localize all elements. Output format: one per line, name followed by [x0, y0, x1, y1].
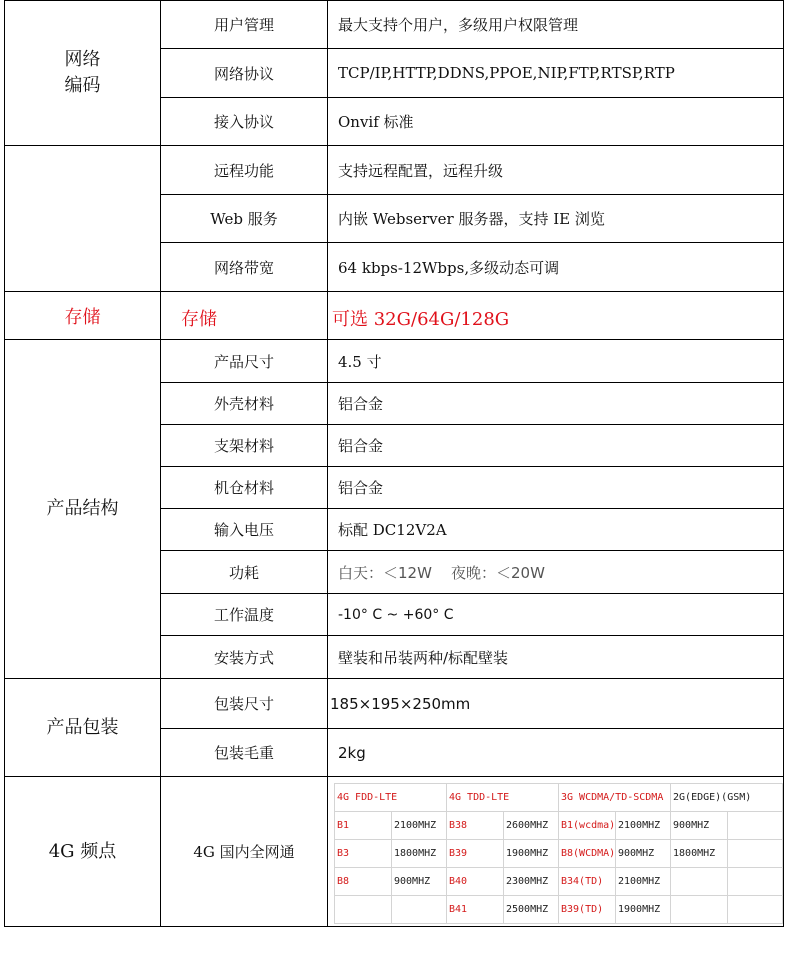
item-label: 工作温度 — [161, 594, 328, 636]
category-product-structure: 产品结构 — [5, 340, 161, 679]
band-empty — [671, 868, 728, 896]
band-frequency: 2500MHZ — [504, 896, 559, 924]
band-header: 3G WCDMA/TD-SCDMA — [559, 784, 671, 812]
band-row — [335, 868, 783, 896]
frequency-band-table — [334, 783, 783, 924]
table-row — [5, 1, 784, 49]
item-value: 2kg — [328, 729, 784, 777]
item-value: 4.5 寸 — [328, 340, 784, 383]
band-empty — [728, 896, 783, 924]
category-label-line-1: 网络 — [64, 49, 101, 70]
item-value: 标配 DC12V2A — [328, 509, 784, 551]
table-row — [5, 340, 784, 383]
item-label: 网络带宽 — [161, 243, 328, 292]
band-name: B41 — [447, 896, 504, 924]
band-name: B3 — [335, 840, 392, 868]
item-label: 4G 国内全网通 — [161, 777, 328, 927]
band-empty — [728, 868, 783, 896]
item-value: 壁装和吊装两种/标配壁装 — [328, 636, 784, 679]
item-label: 网络协议 — [161, 49, 328, 98]
band-frequency: 2600MHZ — [504, 812, 559, 840]
table-row-bands — [5, 777, 784, 927]
band-frequency: 900MHZ — [616, 840, 671, 868]
band-empty — [728, 812, 783, 840]
category-packaging: 产品包装 — [5, 679, 161, 777]
item-label: 产品尺寸 — [161, 340, 328, 383]
band-name: B34(TD) — [559, 868, 616, 896]
band-frequency: 2100MHZ — [392, 812, 447, 840]
band-frequency: 900MHZ — [671, 812, 728, 840]
band-frequency: 1900MHZ — [504, 840, 559, 868]
item-label: 支架材料 — [161, 425, 328, 467]
item-value: Onvif 标准 — [328, 98, 784, 146]
band-name: B8 — [335, 868, 392, 896]
table-row-storage — [5, 292, 784, 340]
band-frequency: 1800MHZ — [392, 840, 447, 868]
band-row — [335, 896, 783, 924]
band-frequency: 2100MHZ — [616, 868, 671, 896]
item-label: 安装方式 — [161, 636, 328, 679]
band-header: 2G(EDGE)(GSM) — [671, 784, 783, 812]
band-name: B38 — [447, 812, 504, 840]
spec-sheet — [4, 0, 783, 927]
band-name: B40 — [447, 868, 504, 896]
category-storage: 存储 — [5, 292, 161, 340]
band-name: B39(TD) — [559, 896, 616, 924]
band-name: B1 — [335, 812, 392, 840]
band-frequency: 1800MHZ — [671, 840, 728, 868]
item-value: 64 kbps-12Wbps,多级动态可调 — [328, 243, 784, 292]
band-frequency: 2100MHZ — [616, 812, 671, 840]
category-blank — [5, 146, 161, 292]
item-value: 支持远程配置，远程升级 — [328, 146, 784, 195]
category-4g-bands: 4G 频点 — [5, 777, 161, 927]
item-value: 内嵌 Webserver 服务器，支持 IE 浏览 — [328, 195, 784, 243]
item-value: 可选 32G/64G/128G — [328, 292, 784, 340]
item-label: 接入协议 — [161, 98, 328, 146]
item-label: 包装尺寸 — [161, 679, 328, 729]
item-label: 包装毛重 — [161, 729, 328, 777]
item-label: 存储 — [161, 292, 328, 340]
spec-table — [4, 0, 784, 927]
band-empty — [392, 896, 447, 924]
item-label: 机仓材料 — [161, 467, 328, 509]
band-header: 4G FDD-LTE — [335, 784, 447, 812]
band-row — [335, 812, 783, 840]
item-value: 最大支持个用户，多级用户权限管理 — [328, 1, 784, 49]
item-label: Web 服务 — [161, 195, 328, 243]
item-label: 远程功能 — [161, 146, 328, 195]
table-row — [5, 679, 784, 729]
band-empty — [728, 840, 783, 868]
band-header-row — [335, 784, 783, 812]
item-value: 白天：＜12W 夜晚：＜20W — [328, 551, 784, 594]
band-empty — [671, 896, 728, 924]
table-row — [5, 146, 784, 195]
item-value: 铝合金 — [328, 383, 784, 425]
item-label: 用户管理 — [161, 1, 328, 49]
band-name: B39 — [447, 840, 504, 868]
item-label: 功耗 — [161, 551, 328, 594]
item-label: 外壳材料 — [161, 383, 328, 425]
band-frequency: 1900MHZ — [616, 896, 671, 924]
band-empty — [335, 896, 392, 924]
item-value: 铝合金 — [328, 425, 784, 467]
item-value: 铝合金 — [328, 467, 784, 509]
band-row — [335, 840, 783, 868]
band-name: B8(WCDMA) — [559, 840, 616, 868]
band-header: 4G TDD-LTE — [447, 784, 559, 812]
category-network-encoding — [5, 1, 161, 146]
item-label: 输入电压 — [161, 509, 328, 551]
band-table-cell — [328, 777, 784, 927]
band-frequency: 2300MHZ — [504, 868, 559, 896]
item-value: 185×195×250mm — [328, 679, 784, 729]
item-value: TCP/IP,HTTP,DDNS,PPOE,NIP,FTP,RTSP,RTP — [328, 49, 784, 98]
band-frequency: 900MHZ — [392, 868, 447, 896]
item-value: -10° C ~ +60° C — [328, 594, 784, 636]
category-label-line-2: 编码 — [64, 75, 101, 96]
band-name: B1(wcdma) — [559, 812, 616, 840]
